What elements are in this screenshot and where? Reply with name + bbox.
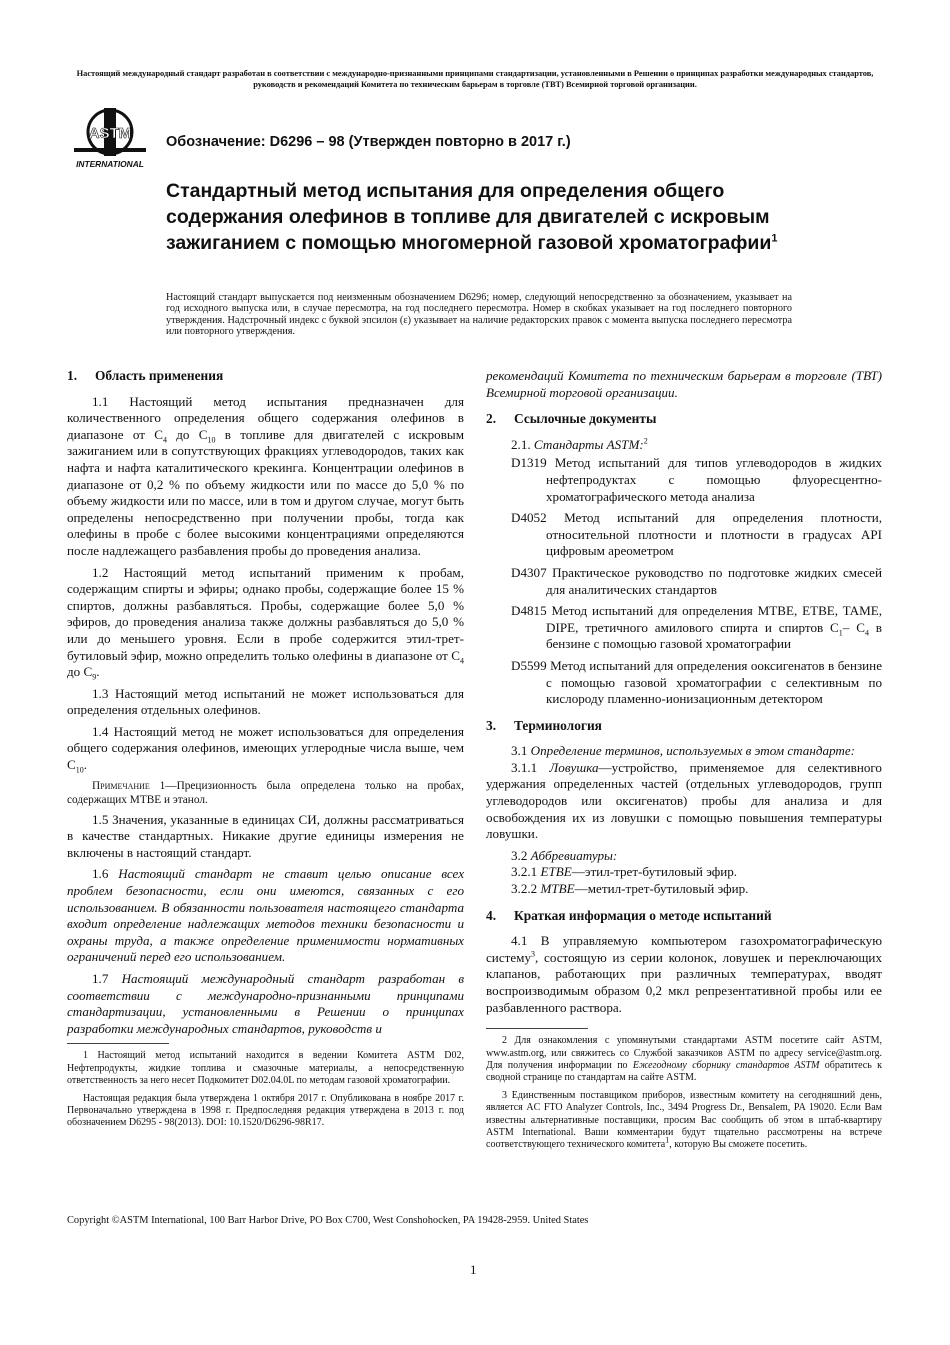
reference-d4307: D4307 Практическое руководство по подготовке жидких смесей для аналитических стандартов — [511, 564, 882, 597]
astm-logo — [64, 104, 160, 174]
issuance-statement: Настоящий стандарт выпускается под неизменным обозначением D6296; номер, следующий непосредственно за обозначением, указывает на год исходного выпуска или, в случае пересмотра, на год последнего пересмотра. Номер в скобках указывает на год последнего повторного утверждения. Надстрочный индекс с буквой эпсилон (ε) указывает на наличие редакторских правок с момента выпуска последнего пересмотра или повторного утверждения. — [166, 292, 792, 338]
left-column — [67, 368, 464, 1135]
note-1: Примечание 1—Прецизионность была определена только на пробах, содержащих MTBE и этанол. — [67, 779, 464, 806]
reference-d4052: D4052 Метод испытаний для определения плотности, относительной плотности и плотности в градусах API цифровым ареометром — [511, 510, 882, 559]
paragraph-1-5: 1.5 Значения, указанные в единицах СИ, должны рассматриваться в качестве стандартных. Никакие другие единицы измерения не включены в настоящий стандарт. — [67, 811, 464, 860]
paragraph-3-1-1: 3.1.1 Ловушка—устройство, применяемое для селективного удержания определенных частей (отдельных углеводородов, групп углеводородов или оксигенатов) пробы для анализа и для освобождения их из ловушки с помощью повышения температуры ловушки. — [486, 759, 882, 842]
right-column — [486, 368, 882, 1157]
paragraph-1-1: 1.1 Настоящий метод испытания предназначен для количественного определения общего содержания олефинов в диапазоне от $C_4$ до $C_{10}$ в топливе для двигателей с искровым зажиганием или в сопутствующих фракциях углеводородов, таких как нафта и нафта каталитического крекинга. Концентрации олефинов в диапазоне от 0,2 % по объему жидкости или по массе до 5,0 % по объему жидкости или по массе, или в том и другом случае, могут быть определены непосредственно при получении пробы, тогда как олефины в пробе с более высокими концентрациями определяются после надлежащего разбавления пробы до проведения анализа. — [67, 393, 464, 558]
footnote-rule — [486, 1028, 588, 1029]
paragraph-2-1: 2.1. Стандарты ASTM:$^2$ — [511, 436, 648, 452]
paragraph-3-2-2: 3.2.2 MTBE—метил-трет-бутиловый эфир. — [511, 881, 749, 897]
section-title: Ссылочные документы — [514, 411, 657, 427]
title-footnote-ref: 1 — [771, 232, 778, 245]
footnote-rule — [67, 1043, 169, 1044]
reference-d1319: D1319 Метод испытаний для типов углеводородов в жидких нефтепродуктах с помощью флуоресцентно-хроматографического метода анализа — [511, 455, 882, 504]
section-4-heading — [486, 908, 882, 925]
footnote-3: 3 Единственным поставщиком приборов, известным комитету на сегодняшний день, является AC FTO Analyzer Controls, Inc., 3494 Progress Dr., Bensalem, PA 19020. Если Вам известны альтернативные поставщики, просим Вас сообщить об этом в штаб-квартиру ASTM International. Ваши комментарии будут тщательно рассмотрены на встрече соответствующего технического комитета$^1$, которую Вы сможете посетить. — [486, 1089, 882, 1151]
section-title: Терминология — [514, 717, 602, 733]
logo-text-bottom: INTERNATIONAL — [76, 159, 144, 169]
footnote-1: 1 Настоящий метод испытаний находится в ведении Комитета ASTM D02, Нефтепродукты, жидкие топлива и смазочные материалы, а непосредственную ответственность за него несет Подкомитет D02.04.0L по методам газовой хроматографии. — [67, 1050, 464, 1087]
document-title — [166, 178, 806, 256]
paragraph-3-2-1: 3.2.1 ETBE—этил-трет-бутиловый эфир. — [511, 864, 738, 880]
section-title: Краткая информация о методе испытаний — [514, 907, 772, 923]
astm-logo-icon — [64, 104, 160, 174]
designation: Обозначение: D6296 – 98 (Утвержден повторно в 2017 г.) — [166, 134, 571, 150]
footnote-1-approval: Настоящая редакция была утверждена 1 октября 2017 г. Опубликована в ноябре 2017 г. Первоначально утверждена в 1998 г. Предпоследняя редакция утверждена в 2013 г. под обозначением D6295 - 98(2013). DOI: 10.1520/D6296-98R17. — [67, 1092, 464, 1129]
section-number: 3. — [486, 717, 497, 733]
reference-d5599: D5599 Метод испытаний для определения ооксигенатов в бензине с помощью газовой хроматографии с селективным по кислороду пламенно-ионизационным детектором — [511, 657, 882, 707]
section-number: 4. — [486, 907, 497, 923]
paragraph-1-7-continued: рекомендаций Комитета по техническим барьерам в торговле (ТВТ) Всемирной торговой организации. — [486, 368, 882, 400]
section-number: 1. — [67, 368, 78, 383]
paragraph-1-6: 1.6 Настоящий стандарт не ставит целью описание всех проблем безопасности, если они имеются, связанных с его использованием. В обязанности пользователя настоящего стандарта входит определение надлежащих методов техники безопасности и охраны труда, а также определение применимости нормативных ограничений перед его использованием. — [67, 866, 465, 965]
copyright-line: Copyright ©ASTM International, 100 Barr Harbor Drive, PO Box C700, West Conshohocken, PA 19428-2959. United States — [67, 1215, 589, 1226]
reference-d4815: D4815 Метод испытаний для определения MTBE, ETBE, TAME, DIPE, третичного амилового спирта и спиртов $C_1-$ $C_4$ в бензине с помощью газовой хроматографии — [511, 603, 882, 652]
paragraph-1-4: 1.4 Настоящий метод не может использоваться для определения общего содержания олефинов, имеющих углеродные числа выше, чем $C_{10}$. — [67, 723, 464, 775]
logo-text-top: ASTM — [88, 125, 132, 142]
paragraph-1-2: 1.2 Настоящий метод испытаний применим к пробам, содержащим спирты и эфиры; однако пробы, содержащие более 15 % спиртов, должны разбавляться. Пробы, содержащие более 5,0 % эфиров, до проведения анализа также должны разбавляться до 5,0 % или до меньшего уровня. Если в пробе содержится этил-трет-бутиловый эфир, можно определить только олефины в диапазоне от $C_4$ до $C_9$. — [67, 564, 464, 682]
section-1-heading — [67, 368, 464, 385]
harmonization-note: Настоящий международный стандарт разработан в соответствии с международно-признанными принципами стандартизации, установленными в Решении о принципах разработки международных стандартов, руководств и рекомендаций Комитета по техническим барьерам в торговле (ТВТ) Всемирной торговой организации. — [76, 69, 874, 89]
paragraph-3-1: 3.1 Определение терминов, используемых в этом стандарте: — [511, 743, 856, 759]
paragraph-1-3: 1.3 Настоящий метод испытаний не может использоваться для определения отдельных олефинов. — [67, 685, 464, 718]
section-3-heading — [486, 718, 882, 735]
section-2-heading — [486, 411, 882, 428]
paragraph-3-2: 3.2 Аббревиатуры: — [511, 847, 618, 863]
paragraph-1-7: 1.7 Настоящий международный стандарт разработан в соответствии с международно-признанными принципами стандартизации, установленными в Решении о принципах разработки международных стандартов, руководств и — [67, 971, 465, 1036]
page-number: 1 — [470, 1262, 477, 1277]
paragraph-4-1: 4.1 В управляемую компьютером газохроматографическую систему$^3$, состоящую из серии колонок, ловушек и переключающих клапанов, работающих при различных температурах, вводят воспроизводимым образом 0,2 мкл репрезентативной пробы или ее разбавленного раствора. — [486, 933, 882, 1015]
footnote-2: 2 Для ознакомления с упомянутыми стандартами ASTM посетите сайт ASTM, www.astm.org, или свяжитесь со Службой заказчиков ASTM по адресу service@astm.org. Для получения информации по Ежегодному сборнику стандартов ASTM обратитесь к сводной странице по стандартам на сайте ASTM. — [486, 1035, 882, 1084]
section-title: Область применения — [95, 368, 224, 383]
section-number: 2. — [486, 411, 497, 427]
title-text: Стандартный метод испытания для определения общего содержания олефинов в топливе для двигателей с искровым зажиганием с помощью многомерной газовой хроматографии — [166, 180, 772, 254]
